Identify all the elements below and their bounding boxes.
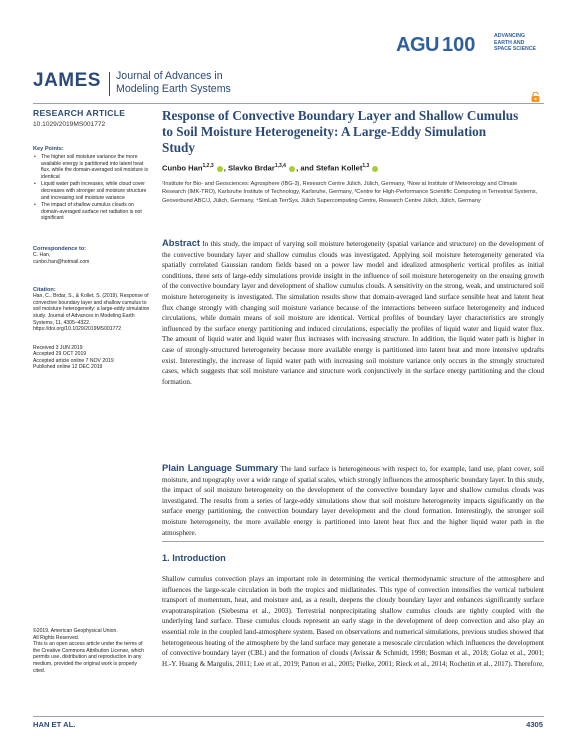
introduction-text: Shallow cumulus convection plays an important role in determining the vertical thermodynamic structure of the atmosphere and influences the large-scale circulation in both the tropics and midlatitudes. This type of convection intensifies the vertical turbulent transport of momentum, heat, and moisture and, as a result, deepens the cloudy boundary layer and enhances significantly surface evapotranspiration (Siebesma et al., 2003). Terrestrial nonprecipitating shallow cumulus clouds are tightly coupled with the underlying land surface. These cumulus clouds represent an early stage in the development of deep convection and also play an essential role in the coupled land-atmosphere system. Based on observations and numerical simulations, previous studies showed that heterogeneous heating of the atmosphere by the land surface may generate a mesoscale circulation which influences the development of convective boundary layer (CBL) and the formation of clouds (Avissar & Schmidt, 1998; Bosman et al., 2018; Golaz et al., 2001; H.-Y. Huang & Margulis, 2011; Lee et al., 2019; Patton et al., 2005; Pielke, 2001; Rieck et al., 2014; Rochetin et al., 2017). Therefore, bbox=[162, 575, 544, 668]
orcid-icon[interactable] bbox=[217, 166, 223, 172]
orcid-icon[interactable] bbox=[289, 166, 295, 172]
date-published: Published online 12 DEC 2019 bbox=[33, 364, 103, 371]
orcid-icon[interactable] bbox=[372, 166, 378, 172]
plain-language-text: The land surface is heterogeneous with respect to, for example, land use, plant cover, soil moisture, and topography over a wide range of spatial scales, which strongly influences the atmospheric boundary layer. In this study, the impact of soil moisture heterogeneity on the development of the convective boundary layer and shallow cumulus clouds was investigated. The results from a series of large-eddy simulations show that soil moisture heterogeneity impacts significantly on the surface energy partitioning, the convection boundary layer development and the cloud formation. Interestingly, the stronger soil moisture heterogeneity, the more available energy is partitioned into latent heat flux and the higher liquid water path in the atmosphere. bbox=[162, 465, 544, 537]
footer-divider bbox=[33, 716, 544, 717]
journal-name: Journal of Advances in Modeling Earth Systems bbox=[116, 70, 231, 95]
citation bbox=[33, 287, 151, 333]
running-author: HAN ET AL. bbox=[33, 720, 76, 729]
plain-language-heading: Plain Language Summary bbox=[162, 462, 279, 473]
author-list bbox=[162, 163, 379, 173]
article-type: RESEARCH ARTICLE bbox=[33, 108, 126, 118]
agu-logo-tagline: ADVANCING EARTH AND SPACE SCIENCE bbox=[494, 33, 536, 52]
correspondence bbox=[33, 246, 151, 265]
citation-title: Citation: bbox=[33, 287, 56, 294]
date-received: Received 3 JUN 2019 bbox=[33, 344, 83, 351]
affiliations: ¹Institute for Bio- and Geosciences: Agrosphere (IBG-3), Research Centre Jülich, Jülich, Germany, ²Now at Institute of Meteorology and Climate Research (IMK-TRO), Karlsruhe Institute of Technology, Karlsruhe, Germany, ³Centre for High-Performance Scientific Computing in Terrestrial Systems, Geoverbund ABC/J, Jülich, Germany, ⁴SimLab TerrSys, Jülich Supercomputing Centre, Research Centre Jülich, Jülich, Germany bbox=[162, 181, 538, 204]
author-name: Slavko Brdar bbox=[227, 163, 275, 173]
author-affiliation-marker: 1,3,4 bbox=[274, 163, 286, 169]
article-title: Response of Convective Boundary Layer and Shallow Cumulus to Soil Moisture Heterogeneity: A Large-Eddy Simulation Study bbox=[162, 108, 519, 155]
citation-text: Han, C., Brdar, S., & Kollet, S. (2019). Response of convective boundary layer and shallow cumulus to soil moisture heterogeneity: a large-eddy simulation study. Journal of Advances in Modeling Earth Systems, 11, 4305–4322. https://doi.org/10.1029/2019MS001772 bbox=[33, 293, 150, 333]
author-affiliation-marker: 1,2,3 bbox=[202, 163, 214, 169]
copyright-line: All Rights Reserved. bbox=[33, 634, 80, 641]
key-point: • Liquid water path increases, while cloud cover decreases with stronger soil moisture structure and increasing soil moisture variance bbox=[33, 181, 151, 201]
author-separator: , bbox=[223, 163, 228, 173]
open-access-lock-icon bbox=[531, 92, 540, 102]
journal-acronym: JAMES bbox=[33, 70, 101, 91]
author-name: Cunbo Han bbox=[162, 163, 203, 173]
header-divider bbox=[33, 103, 544, 104]
date-accepted: Accepted 29 OCT 2019 bbox=[33, 351, 87, 358]
abstract-section bbox=[162, 238, 544, 387]
agu100-logo bbox=[396, 30, 542, 60]
journal-logo-divider bbox=[109, 72, 110, 96]
key-points-title: Key Points: bbox=[33, 146, 64, 152]
date-accepted-online: Accepted article online 7 NOV 2019 bbox=[33, 357, 114, 364]
plain-language-summary bbox=[162, 463, 544, 538]
key-points bbox=[33, 146, 151, 222]
page-number: 4305 bbox=[526, 720, 543, 729]
correspondence-title: Correspondence to: bbox=[33, 245, 87, 252]
abstract-text: In this study, the impact of varying soil moisture heterogeneity (spatial variance and structure) on the development of the convective boundary layer and shallow cumulus clouds was investigated. Applying soil moisture heterogeneity generated via spatially correlated Gaussian random fields based on a power law model and idealized atmospheric vertical profiles as initial conditions, three sets of large-eddy simulations provide insight in the influence of soil moisture heterogeneity on the ensuing growth of the convective boundary layer and development of shallow cumulus clouds. A sensitivity on the strong, weak, and unstructured soil moisture heterogeneity is investigated. The simulation results show that domain-averaged land surface sensible heat and latent heat flux change strongly with changing soil moisture variance because of the interactions between surface heterogeneity and induced circulations, while domain means of soil moisture are identical. Vertical profiles of boundary layer characteristics are strongly influenced by the surface energy partitioning and induced circulations, especially the profiles of liquid water and liquid water flux. The amount of liquid water and liquid water flux increases with increasing structure. In addition, the liquid water path is higher in case of strongly-structured heterogeneity because more available energy is partitioned into latent heat and more intensive updrafts exist. Interestingly, the increase of liquid water path with increasing soil moisture variance only occurs in the strongly structured cases, which suggests that soil moisture variance and structure work conjunctively in the surface energy partitioning and the cloud formation. bbox=[162, 240, 544, 386]
copyright-notice bbox=[33, 628, 149, 674]
section-divider bbox=[162, 541, 544, 542]
author-name: Stefan Kollet bbox=[315, 163, 363, 173]
correspondence-email[interactable]: cunbo.han@hotmail.com bbox=[33, 258, 90, 265]
article-dates bbox=[33, 345, 151, 371]
author-separator: , and bbox=[296, 163, 316, 173]
author-affiliation-marker: 1,3 bbox=[362, 163, 370, 169]
agu-logo-word: AGU bbox=[396, 34, 439, 56]
license-text: This is an open access article under the terms of the Creative Commons Attribution License, which permits use, distribution and reproduction in any medium, provided the original work is properly cited. bbox=[33, 641, 144, 674]
abstract-heading: Abstract bbox=[162, 237, 201, 248]
agu-logo-number: 100 bbox=[442, 34, 476, 56]
key-point: • The higher soil moisture variance the more available energy is partitioned into latent heat flux, while the domain-averaged soil moisture is identical bbox=[33, 154, 151, 180]
key-point: • The impact of shallow cumulus clouds on domain-averaged surface net radiation is not significant bbox=[33, 202, 151, 222]
correspondence-name: C. Han, bbox=[33, 251, 51, 258]
key-points-list bbox=[33, 154, 151, 222]
introduction-heading: 1. Introduction bbox=[162, 553, 226, 563]
sidebar bbox=[33, 108, 151, 371]
article-doi[interactable]: 10.1029/2019MS001772 bbox=[33, 121, 106, 128]
copyright-line: ©2019. American Geophysical Union. bbox=[33, 628, 118, 634]
